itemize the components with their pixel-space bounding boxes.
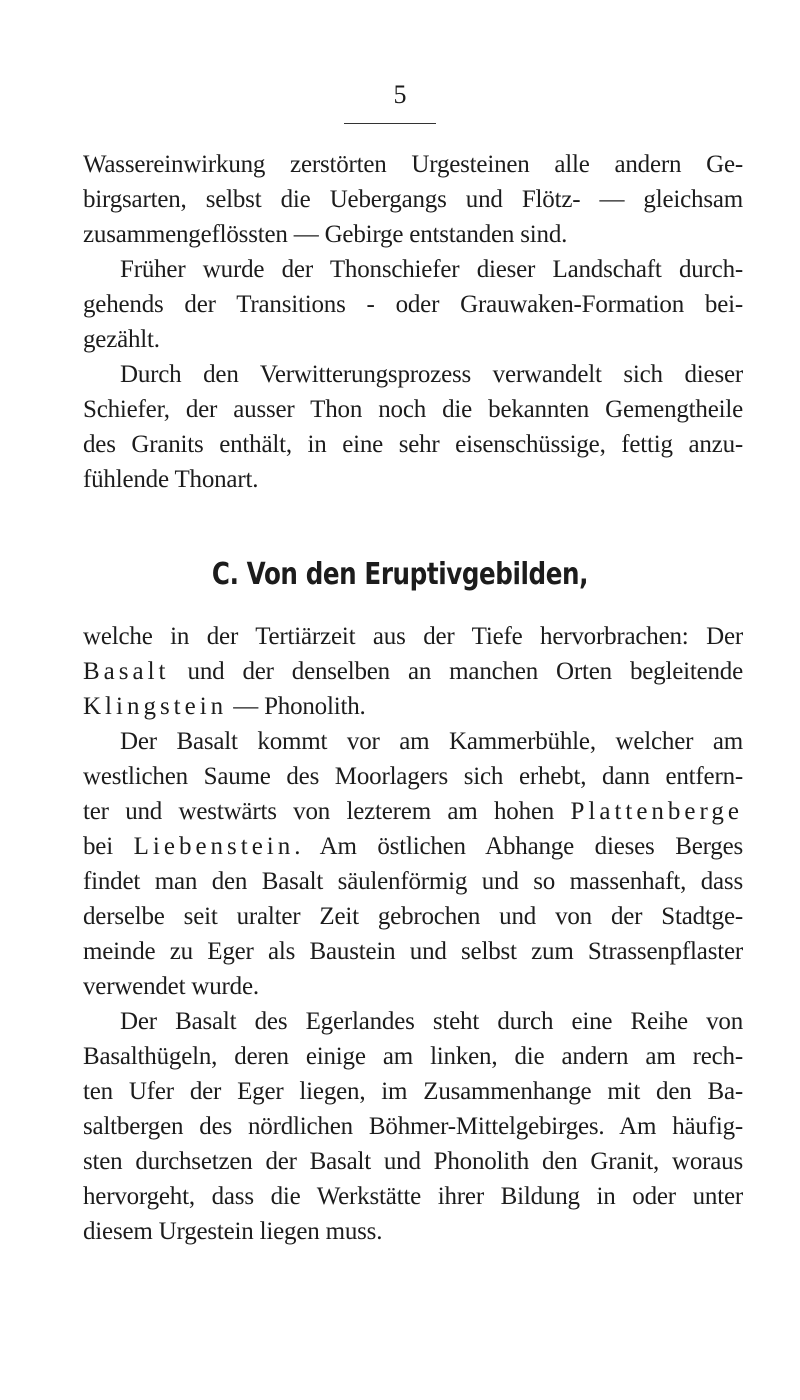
text-line: Basalthügeln, deren einige am linken, die andern am rech- <box>83 1043 743 1070</box>
text-line: diesem Urgestein liegen muss. <box>83 1218 383 1245</box>
section-heading: C. Von den Eruptivgebilden, <box>211 557 589 592</box>
text-line <box>83 689 743 724</box>
spaced-term-basalt: Basalt <box>83 658 170 685</box>
text-fragment: . Am östlichen Abhange dieses Berges <box>294 833 743 860</box>
text-fragment: bei <box>83 833 134 860</box>
text-line: Wassereinwirkung zerstörten Urgesteinen alle andern Ge- <box>83 151 743 178</box>
text-fragment: und der denselben an manchen Orten begleitende <box>169 658 743 685</box>
text-line: Der Basalt kommt vor am Kammerbühle, welcher am <box>120 728 743 755</box>
text-line: Schiefer, der ausser Thon noch die bekannten Gemengtheile <box>83 396 743 423</box>
text-line: sten durchsetzen der Basalt und Phonolith den Granit, woraus <box>83 1148 743 1175</box>
text-line: saltbergen des nördlichen Böhmer-Mittelgebirges. Am häufig- <box>83 1113 743 1140</box>
page-number: 5 <box>393 80 407 109</box>
text-line: gezählt. <box>83 326 160 353</box>
text-block-top <box>83 147 743 497</box>
text-line: Durch den Verwitterungsprozess verwandelt sich dieser <box>120 361 743 388</box>
spaced-term-klingstein: Klingstein <box>83 693 228 720</box>
text-line: des Granits enthält, in eine sehr eisenschüssige, fettig anzu- <box>83 431 743 458</box>
text-fragment: — Phonolith. <box>227 693 366 720</box>
text-block-bottom <box>83 619 743 1249</box>
text-line: derselbe seit uralter Zeit gebrochen und von der Stadtge- <box>83 903 743 930</box>
text-line: verwendet wurde. <box>83 973 259 1000</box>
text-line <box>83 794 743 829</box>
spaced-term-plattenberge: Plattenberge <box>570 798 743 825</box>
text-line: zusammengeflössten — Gebirge entstanden sind. <box>83 221 568 248</box>
text-line: findet man den Basalt säulenförmig und so massenhaft, dass <box>83 868 743 895</box>
text-line: ten Ufer der Eger liegen, im Zusammenhange mit den Ba- <box>83 1078 743 1105</box>
spaced-term-liebenstein: Liebenstein <box>133 833 295 860</box>
text-line: birgsarten, selbst die Uebergangs und Flötz- — gleichsam <box>83 186 743 213</box>
text-line: westlichen Saume des Moorlagers sich erhebt, dann entfern- <box>83 763 743 790</box>
text-line: gehends der Transitions - oder Grauwaken-Formation bei- <box>83 291 743 318</box>
text-line: welche in der Tertiärzeit aus der Tiefe hervorbrachen: Der <box>83 623 743 650</box>
text-line <box>83 829 743 864</box>
text-line: meinde zu Eger als Baustein und selbst zum Strassenpflaster <box>83 938 743 965</box>
text-line: Der Basalt des Egerlandes steht durch eine Reihe von <box>120 1008 743 1035</box>
page-number-rule <box>344 123 436 124</box>
text-line: hervorgeht, dass die Werkstätte ihrer Bildung in oder unter <box>83 1183 743 1210</box>
text-fragment: ter und westwärts von lezterem am hohen <box>83 798 571 825</box>
text-line <box>83 654 743 689</box>
text-line: Früher wurde der Thonschiefer dieser Landschaft durch- <box>120 256 743 283</box>
text-line: fühlende Thonart. <box>83 466 259 493</box>
